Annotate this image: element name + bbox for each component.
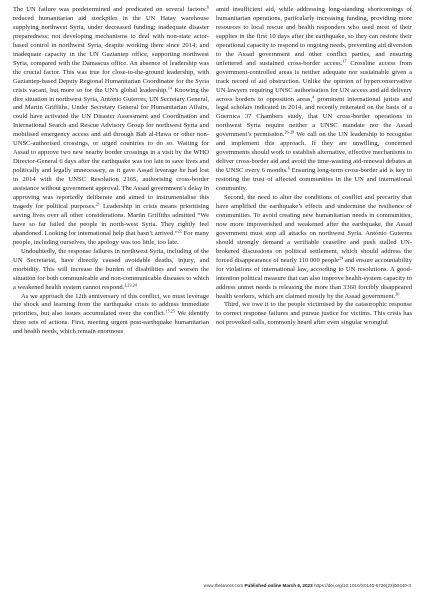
citation: 2,23,24 (124, 281, 137, 287)
citation: 4 (312, 93, 315, 99)
doi-link[interactable]: https://doi.org/10.1016/S0140-6736(23)00440-3 (313, 583, 411, 588)
publication-date: Published online March 6, 2023 (244, 583, 313, 588)
paragraph-text: We call on the UN leadership to recognise and implement this approach. If they are unwilling, concerned governments should work to establish alternative, effective mechanisms to deliver cross-border aid and avoid the time-wasting aid-renewal debates at the UNSC every 6 months. (216, 131, 412, 175)
paragraph-text: Crossline access from government-controlled areas is neither adequate nor sustainable given a track record of aid obstruction. Unlike the opinion of hyperconservative UN lawyers requiring UNSC authorisation for UN access and aid delivery across borders to opposition areas, (216, 59, 412, 103)
paragraph-text: Third, we owe it to the people victimised by the catastrophic response to correct response failures and pursue justice for victims. This crisis has not provoked calls, commonly heard after even singular wrongful (216, 301, 412, 327)
paragraph-text: Knowing the dire situation in northwest Syria, António Guterres, UN Secretary General, and Martin Griffiths, Under Secretary General for Humanitarian Affairs, could have activated the UN Disaster Assessment and Coordination and International Search and Rescue Advisory Group for northwest Syria and mobilised emergency access and aid through Bab al-Hawa or other non-UNSC-authorised crossings, or urged countries to do so. Waiting for Assad to approve two new nearby border crossings in a visit by the WHO Director-General 6 days after the earthquake was too late to save lives and politically and legally unnecessary, as it gave Assad leverage he had lost in 2014 with the UNSC Resolution 2165, authorising cross-border assistance without government approval. The Assad government’s delay in approving was reportedly deliberate and aimed to instrumentalise this tragedy for political purposes. (13, 86, 209, 210)
paragraph-text: We identify three sets of actions. First, meeting urgent post-earthquake humanitarian and health needs, which remain enormous (13, 310, 209, 336)
citation: 6 (287, 165, 290, 171)
paragraph-text: and ensure accountability for violations of international law, according to UN resolutions. A good-intention political measure that can also improve health-system capacity to address unmet needs is releasing the more than 3360 forcibly disappeared health workers, which are claimed mostly by the Assad government. (216, 256, 412, 300)
paragraph (13, 6, 209, 248)
left-column (13, 6, 209, 337)
paragraph-text: Ensuring long-term cross-border aid is key to restoring the trust of affected communities in the UN and international community. (216, 167, 412, 193)
paragraph-text: As we approach the 12th anniversary of this conflict, we must leverage the shock and learning from the earthquake crisis to address immediate priorities, but also issues accumulated over the conflict. (13, 292, 209, 318)
paragraph-text: prominent international jurists and legal scholars indicated in 2014, and recently reiterated on the basis of a Guernica 37 Chambers study, that UN cross-border operations to northwest Syria require neither a UNSC mandate nor the Assad government’s permission. (216, 95, 412, 139)
paragraph (216, 6, 412, 194)
paragraph (13, 248, 209, 293)
paragraph-text: reduced humanitarian aid stockpiles in the UN Hatay warehouse supplying northwest Syria, under decreased funding; inadequate disaster preparedness; not developing mechanisms to deal with non-state actor-based control in northwest Syria, despite working there since 2014; and inadequate capacity in the UN Gaziantep office, supporting northwest Syria, compared with the Damascus office. An absence of leadership was the crucial factor. This was true for close-to-the-ground leadership, with Gaziantep-based Deputy Regional Humanitarian Coordinator for the Syria crisis vacant, but more so for the UN’s global leadership. (13, 14, 209, 94)
page-footer (13, 583, 411, 588)
right-column (216, 6, 412, 328)
paragraph-text: Undoubtedly, the response failures in northwest Syria, including of the UN Secretariat, have directly caused avoidable deaths, injury, and morbidity. This will increase the burden of disabilities and worsen the situation for both communicable and non-communicable diseases to which a weakened health system cannot respond. (13, 247, 209, 291)
paragraph (216, 194, 412, 301)
paragraph (13, 293, 209, 338)
citation: 17 (342, 58, 347, 64)
citation: 6 (206, 4, 209, 10)
paragraph-text: Leadership in crisis means prioritising saving lives over all other considerations. Martin Griffiths admitted “We have so far failed the people in north-west Syria. They rightly feel abandoned. Looking for international help that hasn’t arrived.” (13, 202, 209, 237)
citation: 15,25 (165, 308, 175, 314)
paragraph-text: For many people, including ourselves, the apology was too little, too late. (13, 229, 209, 246)
citation: 26-28 (284, 129, 295, 135)
citation: 29 (338, 255, 344, 261)
citation: 30 (395, 290, 400, 296)
citation: 14 (167, 84, 173, 90)
paragraph-text: amid insufficient aid, while addressing long-standing shortcomings of humanitarian operations, particularly increasing funding, providing more resources to local rescue and health responders who used most of their supplies in the first 10 days after the earthquake, so they can restore their operational capacity to respond to ongoing needs, preventing aid diversion to the Assad government and other conflict parties, and ensuring unfettered and sustained cross-border access. (216, 6, 412, 67)
citation: 22 (177, 228, 182, 234)
paragraph-text: The UN failure was predetermined and predicated on several factors: (13, 6, 207, 13)
paragraph-text: Second, the need to alter the conditions of conflict and precarity that have amplified the earthquake’s effects and undermine the resilience of communities. To avoid creating new humanitarian needs in communities, now more impoverished and weakened after the earthquake, the Assad government must stop all attacks on northwest Syria. António Guterres should strongly demand a verifiable ceasefire and push stalled UN-brokered discussions on political settlement, which should address the forced disappearance of nearly 110 000 people (216, 194, 412, 264)
paragraph (216, 301, 412, 328)
citation: 21 (95, 201, 100, 207)
journal-site-link[interactable]: www.thelancet.com (203, 583, 244, 588)
